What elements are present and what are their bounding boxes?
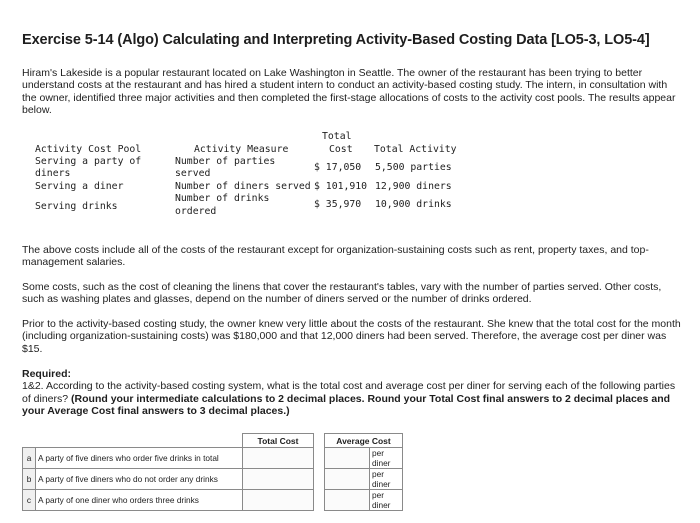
row3-cost: $ 35,970	[314, 199, 362, 210]
row-gap	[314, 469, 325, 490]
header-activity-measure: Activity Measure	[194, 144, 289, 155]
required-section	[22, 368, 682, 418]
col-gap	[314, 434, 325, 448]
row-letter: c	[23, 490, 36, 511]
row2-cost: $ 101,910	[314, 181, 368, 192]
header-cost: Cost	[329, 144, 353, 155]
row3-activity: 10,900 drinks	[375, 199, 452, 210]
row1-measure-line1: Number of parties	[175, 156, 276, 167]
exercise-title: Exercise 5-14 (Algo) Calculating and Interpreting Activity-Based Costing Data [LO5-3, LO5-4]	[22, 32, 650, 48]
row2-pool: Serving a diner	[35, 181, 124, 192]
col-average-cost: Average Cost	[325, 434, 403, 448]
unit-label: per diner	[370, 490, 403, 511]
total-cost-input-a[interactable]	[243, 448, 314, 469]
row3-pool: Serving drinks	[35, 201, 118, 212]
intro-paragraph: Hiram's Lakeside is a popular restaurant located on Lake Washington in Seattle. The owner of the restaurant has been trying to better understand costs at the restaurant and has hired a student intern to conduct an activity-based costing study. The intern, in consultation with the owner, identified three major activities and then completed the first-stage allocations of costs to the activity cost pools. The results appear below.	[22, 67, 676, 117]
row-gap	[314, 490, 325, 511]
unit-label: per diner	[370, 448, 403, 469]
average-cost-input-a[interactable]	[325, 448, 370, 469]
header-spacer	[23, 434, 243, 448]
row-letter: b	[23, 469, 36, 490]
row1-measure-line2: served	[175, 168, 211, 179]
row2-measure: Number of diners served	[175, 181, 311, 192]
row-description: A party of five diners who order five drinks in total	[36, 448, 243, 469]
unit-label: per diner	[370, 469, 403, 490]
average-cost-input-c[interactable]	[325, 490, 370, 511]
row1-activity: 5,500 parties	[375, 162, 452, 173]
header-activity-cost-pool: Activity Cost Pool	[35, 144, 142, 155]
answer-grid	[22, 433, 403, 511]
row-gap	[314, 448, 325, 469]
col-total-cost: Total Cost	[243, 434, 314, 448]
row-description: A party of one diner who orders three drinks	[36, 490, 243, 511]
paragraph-prior-costs: Prior to the activity-based costing study, the owner knew very little about the costs of the restaurant. She knew that the total cost for the month (including organization-sustaining costs) was $180,000 and that 12,000 diners had been served. Therefore, the average cost per diner was $15.	[22, 318, 681, 355]
total-cost-input-c[interactable]	[243, 490, 314, 511]
required-question: 1&2. According to the activity-based costing system, what is the total cost and average cost per diner for serving each of the following parties of diners?	[22, 380, 676, 405]
row1-cost: $ 17,050	[314, 162, 362, 173]
row1-pool-line2: diners	[35, 168, 71, 179]
row-description: A party of five diners who do not order any drinks	[36, 469, 243, 490]
header-total-activity: Total Activity	[374, 144, 457, 155]
paragraph-excluded-costs: The above costs include all of the costs of the restaurant except for organization-sustaining costs such as rent, property taxes, and top-management salaries.	[22, 244, 649, 269]
table-row	[23, 448, 403, 469]
rounding-instructions: (Round your intermediate calculations to 2 decimal places. Round your Total Cost final answers to 2 decimal places and your Average Cost final answers to 3 decimal places.)	[22, 392, 671, 418]
required-label: Required:	[22, 368, 72, 380]
row-letter: a	[23, 448, 36, 469]
row3-measure-line1: Number of drinks	[175, 193, 270, 204]
table-row	[23, 469, 403, 490]
row2-activity: 12,900 diners	[375, 181, 452, 192]
total-cost-input-b[interactable]	[243, 469, 314, 490]
average-cost-input-b[interactable]	[325, 469, 370, 490]
row1-pool-line1: Serving a party of	[35, 156, 142, 167]
table-row	[23, 490, 403, 511]
paragraph-cost-drivers: Some costs, such as the cost of cleaning the linens that cover the restaurant's tables, vary with the number of parties served. Other costs, such as washing plates and glasses, depend on the number of diners served or the number of drinks ordered.	[22, 281, 662, 306]
header-total: Total	[322, 131, 352, 142]
row3-measure-line2: ordered	[175, 206, 217, 217]
